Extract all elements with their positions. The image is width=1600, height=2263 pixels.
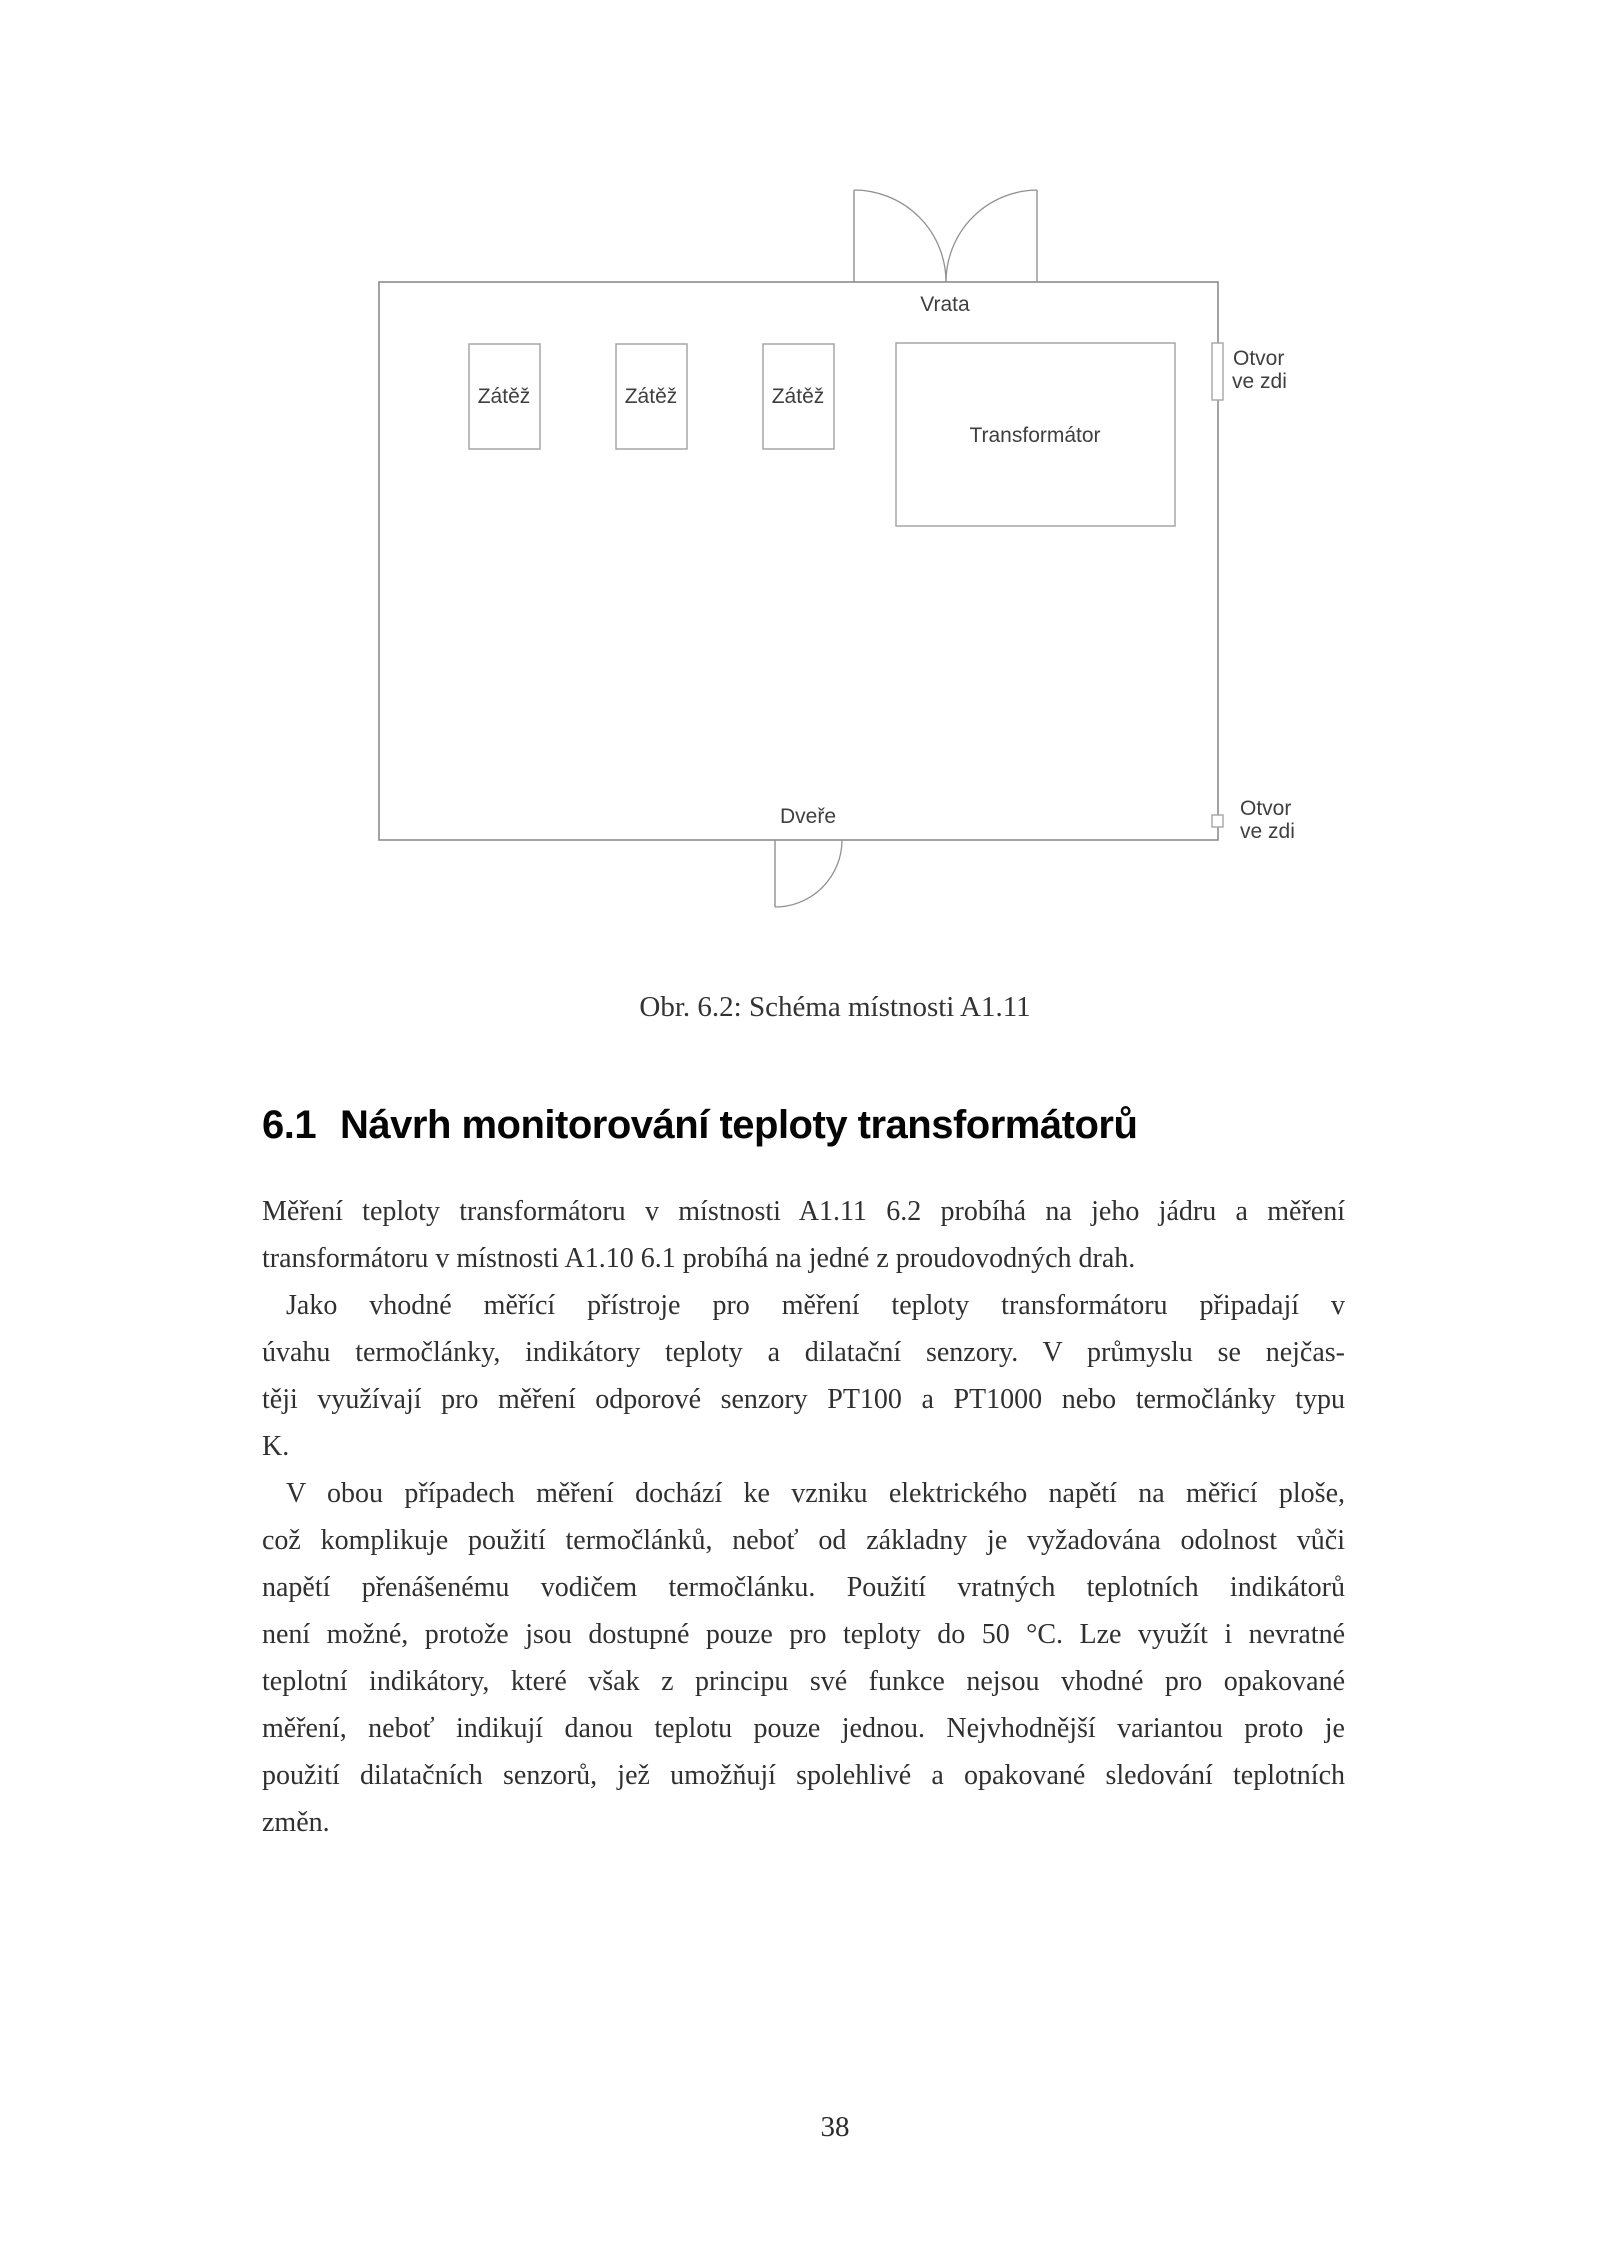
section-number: 6.1: [262, 1103, 317, 1147]
text-line: Jako vhodné měřící přístroje pro měření teploty transformátoru připadají v: [286, 1290, 1345, 1321]
body-text: [262, 1188, 1345, 1846]
wall-opening-top-label-line2: ve zdi: [1232, 370, 1287, 393]
door-label: Dveře: [779, 805, 837, 828]
text-line: úvahu termočlánky, indikátory teploty a dilatační senzory. V průmyslu se nejčas-: [262, 1337, 1345, 1368]
section-heading: [262, 1105, 1137, 1145]
wall-opening-bottom: [1212, 815, 1223, 827]
wall-opening-top: [1212, 343, 1223, 400]
door-arc: [775, 840, 842, 907]
text-line: změn.: [262, 1807, 330, 1838]
section-title: Návrh monitorování teploty transformátorů: [340, 1103, 1138, 1147]
gate-arc-right: [946, 190, 1037, 282]
figure-caption: Obr. 6.2: Schéma místnosti A1.11: [639, 991, 1031, 1023]
paragraph: [262, 1188, 1345, 1282]
text-line: použití dilatačních senzorů, jež umožňují spolehlivé a opakované sledování teplotních: [262, 1760, 1345, 1791]
paragraph: [262, 1282, 1345, 1470]
load-label-2: Zátěž: [624, 385, 678, 408]
load-label-1: Zátěž: [477, 385, 531, 408]
text-line: napětí přenášenému vodičem termočlánku. Použití vratných teplotních indikátorů: [262, 1572, 1345, 1603]
text-line: měření, neboť indikují danou teplotu pouze jednou. Nejvhodnější variantou proto je: [262, 1713, 1345, 1744]
text-line: což komplikuje použití termočlánků, neboť od základny je vyžadována odolnost vůči: [262, 1525, 1345, 1556]
text-line: K.: [262, 1431, 290, 1462]
wall-opening-top-label-line1: Otvor: [1233, 347, 1285, 370]
room-diagram: [0, 0, 1600, 1080]
wall-opening-bottom-label-line1: Otvor: [1240, 797, 1292, 820]
text-line: teplotní indikátory, které však z principu své funkce nejsou vhodné pro opakované: [262, 1666, 1345, 1697]
text-line: Měření teploty transformátoru v místnosti A1.11 6.2 probíhá na jeho jádru a měření: [262, 1196, 1345, 1227]
text-line: těji využívají pro měření odporové senzory PT100 a PT1000 nebo termočlánky typu: [262, 1384, 1345, 1415]
text-line: není možné, protože jsou dostupné pouze pro teploty do 50 °C. Lze využít i nevratné: [262, 1619, 1345, 1650]
load-label-3: Zátěž: [771, 385, 825, 408]
text-line: transformátoru v místnosti A1.10 6.1 probíhá na jedné z proudovodných drah.: [262, 1243, 1136, 1274]
transformer-label: Transformátor: [969, 424, 1101, 447]
gate-arc-left: [854, 190, 946, 282]
wall-opening-bottom-label-line2: ve zdi: [1240, 820, 1295, 843]
paragraph: [262, 1470, 1345, 1846]
text-line: V obou případech měření dochází ke vzniku elektrického napětí na měřicí ploše,: [286, 1478, 1345, 1509]
page-number: 38: [820, 2111, 850, 2143]
gate-label: Vrata: [920, 293, 970, 316]
